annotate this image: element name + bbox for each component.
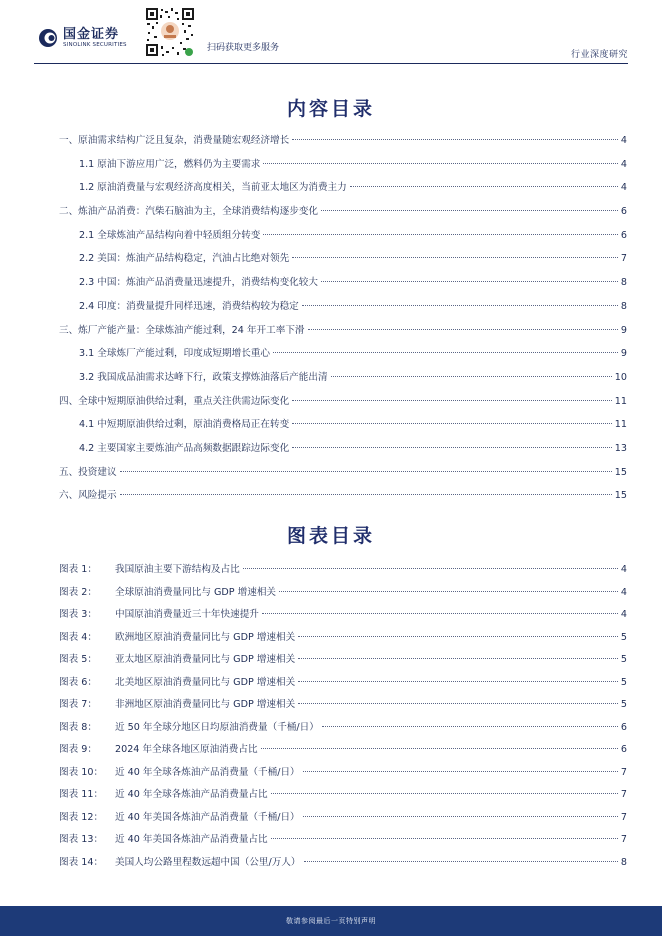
toc-entry-title: 一、原油需求结构广泛且复杂，消费量随宏观经济增长	[59, 135, 290, 146]
figure-page: 7	[620, 834, 627, 845]
figure-leader-dots	[279, 591, 618, 592]
toc-section-entry[interactable]	[59, 247, 627, 271]
toc-entry-page: 15	[614, 466, 627, 478]
toc-entry-title: 四、全球中短期原油供给过剩，重点关注供需边际变化	[59, 395, 290, 407]
toc-entry-page: 6	[620, 206, 627, 218]
toc-leader-dots	[263, 234, 617, 235]
figure-page: 6	[620, 744, 627, 755]
figures-title: 图表目录	[286, 525, 375, 547]
figure-label: 图表 5：	[59, 654, 97, 665]
figure-page: 4	[620, 586, 627, 598]
figure-leader-dots	[271, 793, 618, 794]
figure-leader-dots	[303, 771, 618, 772]
figure-list-entry[interactable]	[59, 739, 627, 762]
figure-list-entry[interactable]	[59, 559, 627, 582]
toc-entry-title: 2.3 中国：炼油产品消费量迅速提升，消费结构变化较大	[79, 277, 318, 289]
toc-leader-dots	[263, 163, 617, 164]
toc-entry-page: 10	[614, 371, 627, 383]
toc-entry-page: 4	[620, 158, 627, 170]
toc-entry-title: 4.2 主要国家主要炼油产品高频数据跟踪边际变化	[79, 442, 290, 454]
figure-label: 图表 13：	[59, 834, 104, 845]
brand-name-en: SINOLINK SECURITIES	[63, 41, 127, 48]
sinolink-logo-icon	[38, 28, 58, 48]
figure-list-entry[interactable]	[59, 604, 627, 627]
toc-leader-dots	[292, 447, 612, 448]
toc-leader-dots	[273, 352, 618, 353]
figure-page: 5	[620, 676, 627, 688]
figure-title: 我国原油主要下游结构及占比	[115, 564, 240, 575]
toc-section-entry[interactable]	[59, 176, 627, 200]
figure-title: 近 40 年美国各炼油产品消费量（千桶/日）	[115, 811, 300, 823]
toc-entry-page: 4	[620, 135, 627, 146]
figures-list	[59, 559, 627, 874]
figure-list-entry[interactable]	[59, 694, 627, 717]
toc-entry-title: 二、炼油产品消费：汽柴石脑油为主，全球消费结构逐步变化	[59, 206, 319, 218]
figure-label: 图表 10：	[59, 766, 104, 778]
toc-section-entry[interactable]	[59, 153, 627, 177]
toc-leader-dots	[292, 139, 618, 140]
toc-entry-title: 1.2 原油消费量与宏观经济高度相关，当前亚太地区为消费主力	[79, 182, 347, 194]
figure-list-entry[interactable]	[59, 829, 627, 852]
document-type: 行业深度研究	[570, 50, 628, 60]
figure-title: 近 40 年美国各炼油产品消费量占比	[115, 834, 268, 845]
figure-page: 5	[620, 631, 627, 643]
figure-title: 非洲地区原油消费量同比与 GDP 增速相关	[115, 699, 296, 710]
figure-title: 中国原油消费量近三十年快速提升	[115, 609, 259, 620]
toc-entry-page: 6	[620, 229, 627, 241]
figure-label: 图表 8：	[59, 721, 97, 733]
figure-label: 图表 7：	[59, 699, 97, 710]
toc-chapter-entry[interactable]	[59, 200, 627, 224]
figure-title: 北美地区原油消费量同比与 GDP 增速相关	[115, 676, 296, 688]
toc-section-entry[interactable]	[59, 295, 627, 319]
footer-disclaimer: 敬请参阅最后一页特别声明	[286, 917, 376, 925]
header-divider	[34, 63, 628, 64]
footer-bar	[0, 906, 662, 936]
toc-section-entry[interactable]	[59, 224, 627, 248]
toc-entry-title: 3.2 我国成品油需求达峰下行，政策支撑炼油落后产能出清	[79, 371, 328, 383]
contents-title: 内容目录	[286, 98, 375, 120]
toc-leader-dots	[302, 305, 618, 306]
toc-chapter-entry[interactable]	[59, 319, 627, 343]
toc-entry-page: 15	[614, 490, 627, 502]
figure-leader-dots	[243, 568, 618, 569]
toc-leader-dots	[292, 400, 612, 401]
figure-leader-dots	[298, 681, 618, 682]
figure-title: 2024 年全球各地区原油消费占比	[115, 744, 258, 755]
toc-entry-page: 11	[614, 395, 627, 407]
toc-section-entry[interactable]	[59, 342, 627, 366]
figure-leader-dots	[303, 816, 618, 817]
figure-list-entry[interactable]	[59, 649, 627, 672]
toc-section-entry[interactable]	[59, 366, 627, 390]
figure-leader-dots	[298, 636, 618, 637]
figure-list-entry[interactable]	[59, 582, 627, 605]
figure-list-entry[interactable]	[59, 627, 627, 650]
figure-label: 图表 4：	[59, 631, 97, 643]
figure-page: 4	[620, 609, 627, 620]
figure-title: 亚太地区原油消费量同比与 GDP 增速相关	[115, 654, 296, 665]
toc-chapter-entry[interactable]	[59, 461, 627, 485]
figure-leader-dots	[262, 613, 618, 614]
toc-section-entry[interactable]	[59, 271, 627, 295]
figure-page: 7	[620, 789, 627, 800]
toc-leader-dots	[292, 423, 612, 424]
toc-leader-dots	[350, 186, 618, 187]
figure-label: 图表 12：	[59, 811, 104, 823]
figure-leader-dots	[298, 658, 618, 659]
figure-page: 7	[620, 766, 627, 778]
figure-list-entry[interactable]	[59, 852, 627, 875]
figure-leader-dots	[304, 861, 618, 862]
figure-page: 5	[620, 654, 627, 665]
toc-entry-page: 13	[614, 442, 627, 454]
toc-entry-title: 1.1 原油下游应用广泛，燃料仍为主要需求	[79, 158, 261, 170]
figure-label: 图表 9：	[59, 744, 97, 755]
toc-entry-page: 9	[620, 324, 627, 336]
toc-entry-title: 3.1 全球炼厂产能过剩，印度成短期增长重心	[79, 348, 270, 360]
toc-section-entry[interactable]	[59, 413, 627, 437]
figure-page: 5	[620, 699, 627, 710]
toc-chapter-entry[interactable]	[59, 390, 627, 414]
toc-entry-title: 2.4 印度：消费量提升同样迅速，消费结构较为稳定	[79, 300, 299, 312]
figure-label: 图表 11：	[59, 789, 104, 800]
figure-label: 图表 6：	[59, 676, 97, 688]
figure-leader-dots	[298, 703, 618, 704]
figure-leader-dots	[261, 748, 618, 749]
figure-title: 欧洲地区原油消费量同比与 GDP 增速相关	[115, 631, 296, 643]
figure-list-entry[interactable]	[59, 784, 627, 807]
toc-chapter-entry[interactable]	[59, 129, 627, 153]
company-logo	[38, 26, 127, 50]
toc-entry-page: 8	[620, 300, 627, 312]
figure-title: 近 50 年全球分地区日均原油消费量（千桶/日）	[115, 721, 319, 733]
figure-list-entry[interactable]	[59, 762, 627, 785]
toc-leader-dots	[331, 376, 612, 377]
toc-leader-dots	[308, 329, 618, 330]
toc-entry-page: 11	[614, 419, 627, 431]
toc-section-entry[interactable]	[59, 437, 627, 461]
toc-leader-dots	[321, 281, 618, 282]
toc-entry-page: 9	[620, 348, 627, 360]
toc-leader-dots	[120, 494, 612, 495]
figure-page: 8	[620, 856, 627, 868]
toc-entry-title: 2.1 全球炼油产品结构向着中轻质组分转变	[79, 229, 261, 241]
toc-entry-title: 三、炼厂产能产量：全球炼油产能过剩，24 年开工率下滑	[59, 324, 305, 336]
figure-list-entry[interactable]	[59, 807, 627, 830]
toc-entry-title: 五、投资建议	[59, 466, 117, 478]
toc-entry-title: 六、风险提示	[59, 490, 117, 502]
figure-label: 图表 14：	[59, 856, 104, 868]
figure-title: 近 40 年全球各炼油产品消费量占比	[115, 789, 268, 800]
qr-code[interactable]	[144, 6, 196, 58]
qr-caption: 扫码获取更多服务	[207, 43, 280, 53]
figure-list-entry[interactable]	[59, 672, 627, 695]
toc-entry-title: 2.2 美国：炼油产品结构稳定，汽油占比绝对领先	[79, 253, 290, 265]
figure-label: 图表 3：	[59, 609, 97, 620]
toc-leader-dots	[321, 210, 618, 211]
figure-title: 近 40 年全球各炼油产品消费量（千桶/日）	[115, 766, 300, 778]
figure-title: 全球原油消费量同比与 GDP 增速相关	[115, 586, 277, 598]
toc-entry-page: 8	[620, 277, 627, 289]
figure-list-entry[interactable]	[59, 717, 627, 740]
figure-label: 图表 2：	[59, 586, 97, 598]
toc-leader-dots	[292, 257, 618, 258]
page-header	[0, 0, 662, 66]
toc-leader-dots	[120, 471, 612, 472]
toc-entry-page: 4	[620, 182, 627, 194]
toc-chapter-entry[interactable]	[59, 484, 627, 508]
figure-title: 美国人均公路里程数远超中国（公里/万人）	[115, 856, 301, 868]
brand-name-cn: 国金证券	[63, 26, 120, 42]
figure-leader-dots	[322, 726, 618, 727]
figure-page: 7	[620, 811, 627, 823]
figure-label: 图表 1：	[59, 564, 97, 575]
toc-entry-page: 7	[620, 253, 627, 265]
toc-entry-title: 4.1 中短期原油供给过剩，原油消费格局正在转变	[79, 419, 290, 431]
figure-leader-dots	[271, 838, 618, 839]
contents-list	[59, 129, 627, 508]
figure-page: 4	[620, 564, 627, 575]
figure-page: 6	[620, 721, 627, 733]
